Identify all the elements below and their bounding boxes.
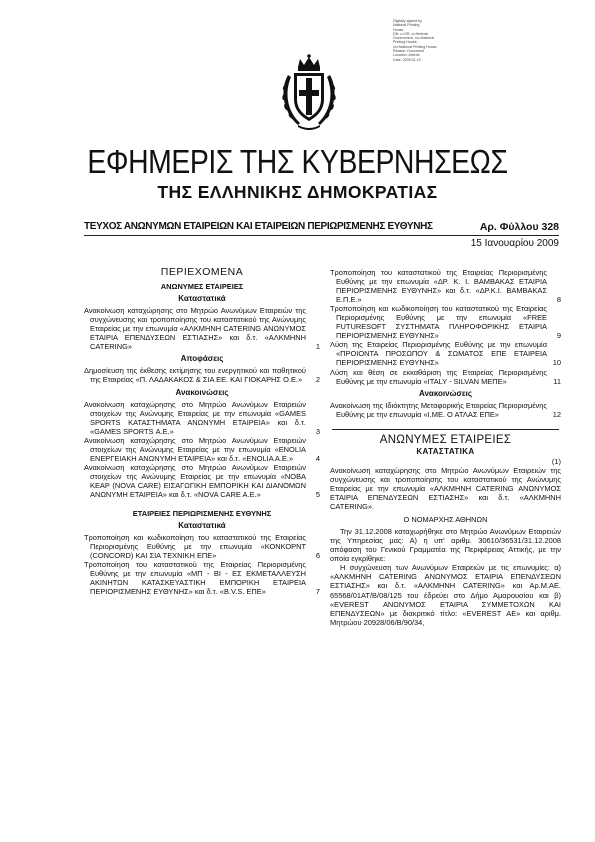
toc-entry-text: Ανακοίνωση καταχώρησης στο Μητρώο Ανωνύμων Εταιρειών της συγχώνευσης και τροποποίησης του καταστατικού της Ανώνυμης Εταιρείας με την επωνυμία «ΑΛΚΜΗΝΗ CATERING ΑΝΩΝΥΜΟΣ ΕΤΑΙΡΙΑ ΕΠΕΝΔΥΣΕΩΝ ΕΣΤΙΑΣΗΣ» και δ.τ. «ΑΛΚΜΗΝΗ CATERING» bbox=[84, 306, 306, 352]
toc-page-number: 8 bbox=[556, 295, 561, 305]
toc-entry-text: Ανακοίνωση καταχώρησης στο Μητρώο Ανωνύμων Εταιρειών στοιχείων της Ανώνυμης Εταιρείας με την επωνυμία «GAMES SPORTS ΚΑΤΑΣΤΗΜΑΤΑ ΑΝΩΝΥΜΗ ΕΤΑΙΡΕΙΑ» και δ.τ. «GAMES SPORTS Α.Ε.» bbox=[84, 399, 306, 436]
toc-heading: ΠΕΡΙΕΧΟΜΕΝΑ bbox=[160, 266, 244, 278]
toc-subsection: Αποφάσεις bbox=[180, 354, 224, 364]
toc-page-number: 6 bbox=[315, 551, 320, 561]
toc-page-number: 10 bbox=[552, 358, 561, 368]
signature-line: DN: c=GR, o=Hellenic bbox=[393, 31, 429, 36]
signature-line: Date: 2009.01.15 bbox=[393, 57, 421, 62]
toc-entry-text: Τροποποίηση του καταστατικού της Εταιρείας Περιορισμένης Ευθύνης με την επωνυμία «ΜΠ - ΒΙ - ΕΣ ΕΚΜΕΤΑΛΛΕΥΣΗ ΑΚΙΝΗΤΩΝ ΚΑΤΑΣΚΕΥΑΣΤΙΚΗ ΕΜΠΟΡΙΚΗ ΕΤΑΙΡΕΙΑ ΠΕΡΙΟΡΙΣΜΕΝΗΣ ΕΥΘΥΝΗΣ» και δ.τ. «B.V.S. ΕΠΕ» bbox=[84, 560, 306, 597]
toc-section-ae: ΑΝΩΝΥΜΕΣ ΕΤΑΙΡΕΙΕΣ bbox=[160, 282, 244, 292]
coat-of-arms-icon bbox=[276, 53, 342, 135]
section-divider bbox=[332, 429, 559, 430]
toc-entry[interactable] bbox=[84, 560, 320, 596]
gazette-title: ΕΦΗΜΕΡΙΣ ΤΗΣ ΚΥΒΕΡΝΗΣΕΩΣ bbox=[87, 143, 508, 180]
right-column bbox=[330, 268, 561, 627]
toc-entry[interactable] bbox=[84, 533, 320, 560]
toc-page-number: 5 bbox=[315, 490, 320, 500]
toc-subsection: Ανακοινώσεις bbox=[418, 388, 472, 398]
signature-line: Printing House, bbox=[393, 40, 418, 45]
signature-line: cn=National Printing House bbox=[393, 44, 437, 49]
toc-page-number: 12 bbox=[552, 409, 561, 419]
toc-entry-text: Ανακοίνωση καταχώρησης στο Μητρώο Ανωνύμων Εταιρειών στοιχείων της Ανώνυμης Εταιρείας με την επωνυμία «ENOLIA ΕΝΕΡΓΕΙΑΚΗ ΑΝΩΝΥΜΗ ΕΤΑΙΡΕΙΑ» και δ.τ. «ENOLIA A.E.» bbox=[84, 435, 306, 463]
toc-entry[interactable] bbox=[84, 400, 320, 436]
toc-entry-text: Λύση της Εταιρείας Περιορισμένης Ευθύνης με την επωνυμία «ΠΡΟΙΟΝΤΑ ΠΡΟΣΩΠΟΥ & ΣΩΜΑΤΟΣ ΕΠΕ ΕΤΑΙΡΕΙΑ ΠΕΡΙΟΡΙΣΜΕΝΗΣ ΕΥΘΥΝΗΣ» bbox=[330, 340, 547, 368]
announcement-title: Ανακοίνωση καταχώρησης στο Μητρώο Ανωνύμων Εταιρειών της συγχώνευσης και τροποποίησης του καταστατικού της Ανώνυμης Εταιρείας με την επωνυμία «ΑΛΚΜΗΝΗ CATERING ΑΝΩΝΥΜΟΣ ΕΤΑΙΡΙΑ ΕΠΕΝΔΥΣΕΩΝ ΕΣΤΙΑΣΗΣ» και δ.τ. «ΑΛΚΜΗΝΗ CATERING». bbox=[330, 465, 561, 512]
digital-signature-stamp bbox=[393, 19, 453, 62]
toc-entry[interactable] bbox=[330, 368, 561, 386]
toc-subsection: Καταστατικά bbox=[178, 294, 226, 304]
signature-line: Reason: Document bbox=[393, 49, 424, 54]
body-paragraph: Η συγχώνευση των Ανωνύμων Εταιρειών με τις επωνυμίες: α) «ΑΛΚΜΗΝΗ CATERING ΑΝΩΝΥΜΟΣ ΕΤΑΙΡΙΑ ΕΠΕΝΔΥΣΕΩΝ ΕΣΤΙΑΣΗΣ» και δ.τ. «ΑΛΚΜΗΝΗ CATERING» και Αρ.Μ.ΑΕ. 65568/01ΑΤ/Β/08/125 του έδρεύει στο Δήμο Αμαρουσίου και β) «EVEREST ΑΝΩΝΥΜΟΣ ΕΤΑΙΡΙΑ ΣΥΜΜΕΤΟΧΩΝ ΚΑΙ ΕΠΕΝΔΥΣΕΩΝ» με διακριτικό τίτλο: «EVEREST ΑΕ» και αριθμ. Μητρώου 20928/06/Β/90/34, bbox=[330, 563, 561, 627]
toc-subsection: Ανακοινώσεις bbox=[175, 387, 229, 397]
sheet-number: Αρ. Φύλλου 328 bbox=[479, 221, 559, 233]
toc-entry-text: Δημοσίευση της έκθεσης εκτίμησης του ενεργητικού και παθητικού της Εταιρείας «Π. ΛΑΔΑΚΑΚΟΣ & ΣΙΑ ΕΕ. ΚΑΙ ΓΙΟΚΑΡΗΣ Ο.Ε.» bbox=[84, 366, 306, 385]
toc-entry[interactable] bbox=[84, 366, 320, 384]
toc-entry[interactable] bbox=[84, 463, 320, 499]
toc-page-number: 7 bbox=[315, 587, 320, 597]
toc-page-number: 3 bbox=[315, 426, 320, 436]
toc-entry-text: Λύση και θέση σε εκκαθάριση της Εταιρείας Περιορισμένης Ευθύνης με την επωνυμία «ITALY - SILVAN ΜΕΠΕ» bbox=[330, 367, 547, 386]
toc-entry[interactable] bbox=[84, 436, 320, 463]
body-sub-heading: ΚΑΤΑΣΤΑΤΙΚΑ bbox=[416, 446, 475, 456]
toc-entry[interactable] bbox=[330, 268, 561, 304]
signature-line: National Printing bbox=[393, 23, 420, 28]
issue-type: ΤΕΥΧΟΣ ΑΝΩΝΥΜΩΝ ΕΤΑΙΡΕΙΩΝ ΚΑΙ ΕΤΑΙΡΕΙΩΝ ΠΕΡΙΩΡΙΣΜΕΝΗΣ ΕΥΘΥΝΗΣ bbox=[84, 221, 433, 232]
toc-entry[interactable] bbox=[84, 306, 320, 351]
signature-line: Digitally signed by bbox=[393, 19, 422, 23]
toc-entry-text: Τροποποίηση και κωδικοποίηση του καταστατικού της Εταιρείας Περιορισμένης Ευθύνης με την επωνυμία «ΚΟΝΚΟΡΝΤ (CONCORD) ΚΑΙ ΣΙΑ ΤΕΧΝΙΚΗ ΕΠΕ» bbox=[84, 533, 306, 561]
toc-page-number: 9 bbox=[556, 331, 561, 341]
toc-page-number: 2 bbox=[315, 375, 320, 385]
toc-entry-text: Τροποποίηση του καταστατικού της Εταιρείας Περιορισμένης Ευθύνης με την επωνυμία «ΔΡ. Κ. Ι. ΒΑΜΒΑΚΑΣ ΕΤΑΙΡΙΑ ΠΕΡΙΟΡΙΣΜΕΝΗΣ ΕΥΘΥΝΗΣ» και δ.τ. «ΔΡ.Κ.Ι. ΒΑΜΒΑΚΑΣ Ε.Π.Ε.» bbox=[330, 268, 547, 305]
toc-entry[interactable] bbox=[330, 340, 561, 367]
toc-subsection: Καταστατικά bbox=[178, 521, 226, 531]
issuing-authority: Ο ΝΟΜΑΡΧΗΣ ΑΘΗΝΩΝ bbox=[403, 515, 488, 525]
header-rule bbox=[84, 235, 559, 236]
toc-entry-text: Ανακοίνωση της Ιδιόκτητης Μεταφορικής Εταιρείας Περιορισμένης Ευθύνης με την επωνυμία «Ι.ΜΕ. Ο ΑΤΛΑΣ ΕΠΕ» bbox=[330, 400, 547, 419]
toc-entry-text: Τροποποίηση και κωδικοποίηση του καταστατικού της Εταιρείας Περιορισμένης Ευθύνης με την επωνυμία «FREE FUTURESOFT ΣΥΣΤΗΜΑΤΑ ΠΛΗΡΟΦΟΡΙΚΗΣ ΕΤΑΙΡΙΑ ΠΕΡΙΟΡΙΣΜΕΝΗΣ ΕΥΘΥΝΗΣ» bbox=[330, 304, 547, 341]
signature-line: Government, ou=National bbox=[393, 36, 435, 41]
gazette-subtitle: ΤΗΣ ΕΛΛΗΝΙΚΗΣ ΔΗΜΟΚΡΑΤΙΑΣ bbox=[157, 182, 438, 202]
toc-section-epe: ΕΤΑΙΡΕΙΕΣ ΠΕΡΙΩΡΙΣΜΕΝΗΣ ΕΥΘΥΝΗΣ bbox=[132, 509, 272, 519]
toc-page-number: 11 bbox=[553, 376, 561, 386]
toc-left-column bbox=[84, 266, 320, 597]
body-paragraph: Την 31.12.2008 καταχωρήθηκε στο Μητρώο Ανωνύμων Εταιρειών της Υπηρεσίας μας: Α) η υπ' αριθμ. 30610/36531/31.12.2008 απόφαση του Γενικού Γραμματέα της Περιφέρειας Αττικής, με την οποία εγκρίθηκε: bbox=[330, 527, 561, 564]
toc-page-number: 1 bbox=[315, 342, 320, 352]
toc-entry[interactable] bbox=[330, 401, 561, 419]
signature-line: Location: Athens bbox=[393, 53, 420, 58]
toc-page-number: 4 bbox=[315, 453, 320, 463]
item-number: (1) bbox=[551, 456, 561, 466]
toc-entry-text: Ανακοίνωση καταχώρησης στο Μητρώο Ανωνύμων Εταιρειών στοιχείων της Ανώνυμης Εταιρείας με την επωνυμία «NOBA KEAP (NOVA CARE) ΕΙΣΑΓΩΓΙΚΗ ΕΜΠΟΡΙΚΗ ΚΑΙ ΔΙΑΝΟΜΩΝ ΑΝΩΝΥΜΗ ΕΤΑΙΡΕΙΑ» και δ.τ. «NOVA CARE A.E.» bbox=[84, 462, 306, 500]
signature-line: House bbox=[393, 27, 404, 32]
toc-entry[interactable] bbox=[330, 304, 561, 340]
coat-of-arms-emblem bbox=[276, 53, 342, 135]
issue-date: 15 Ιανουαρίου 2009 bbox=[470, 238, 559, 249]
body-section-heading: ΑΝΩΝΥΜΕΣ ΕΤΑΙΡΕΙΕΣ bbox=[379, 433, 512, 446]
